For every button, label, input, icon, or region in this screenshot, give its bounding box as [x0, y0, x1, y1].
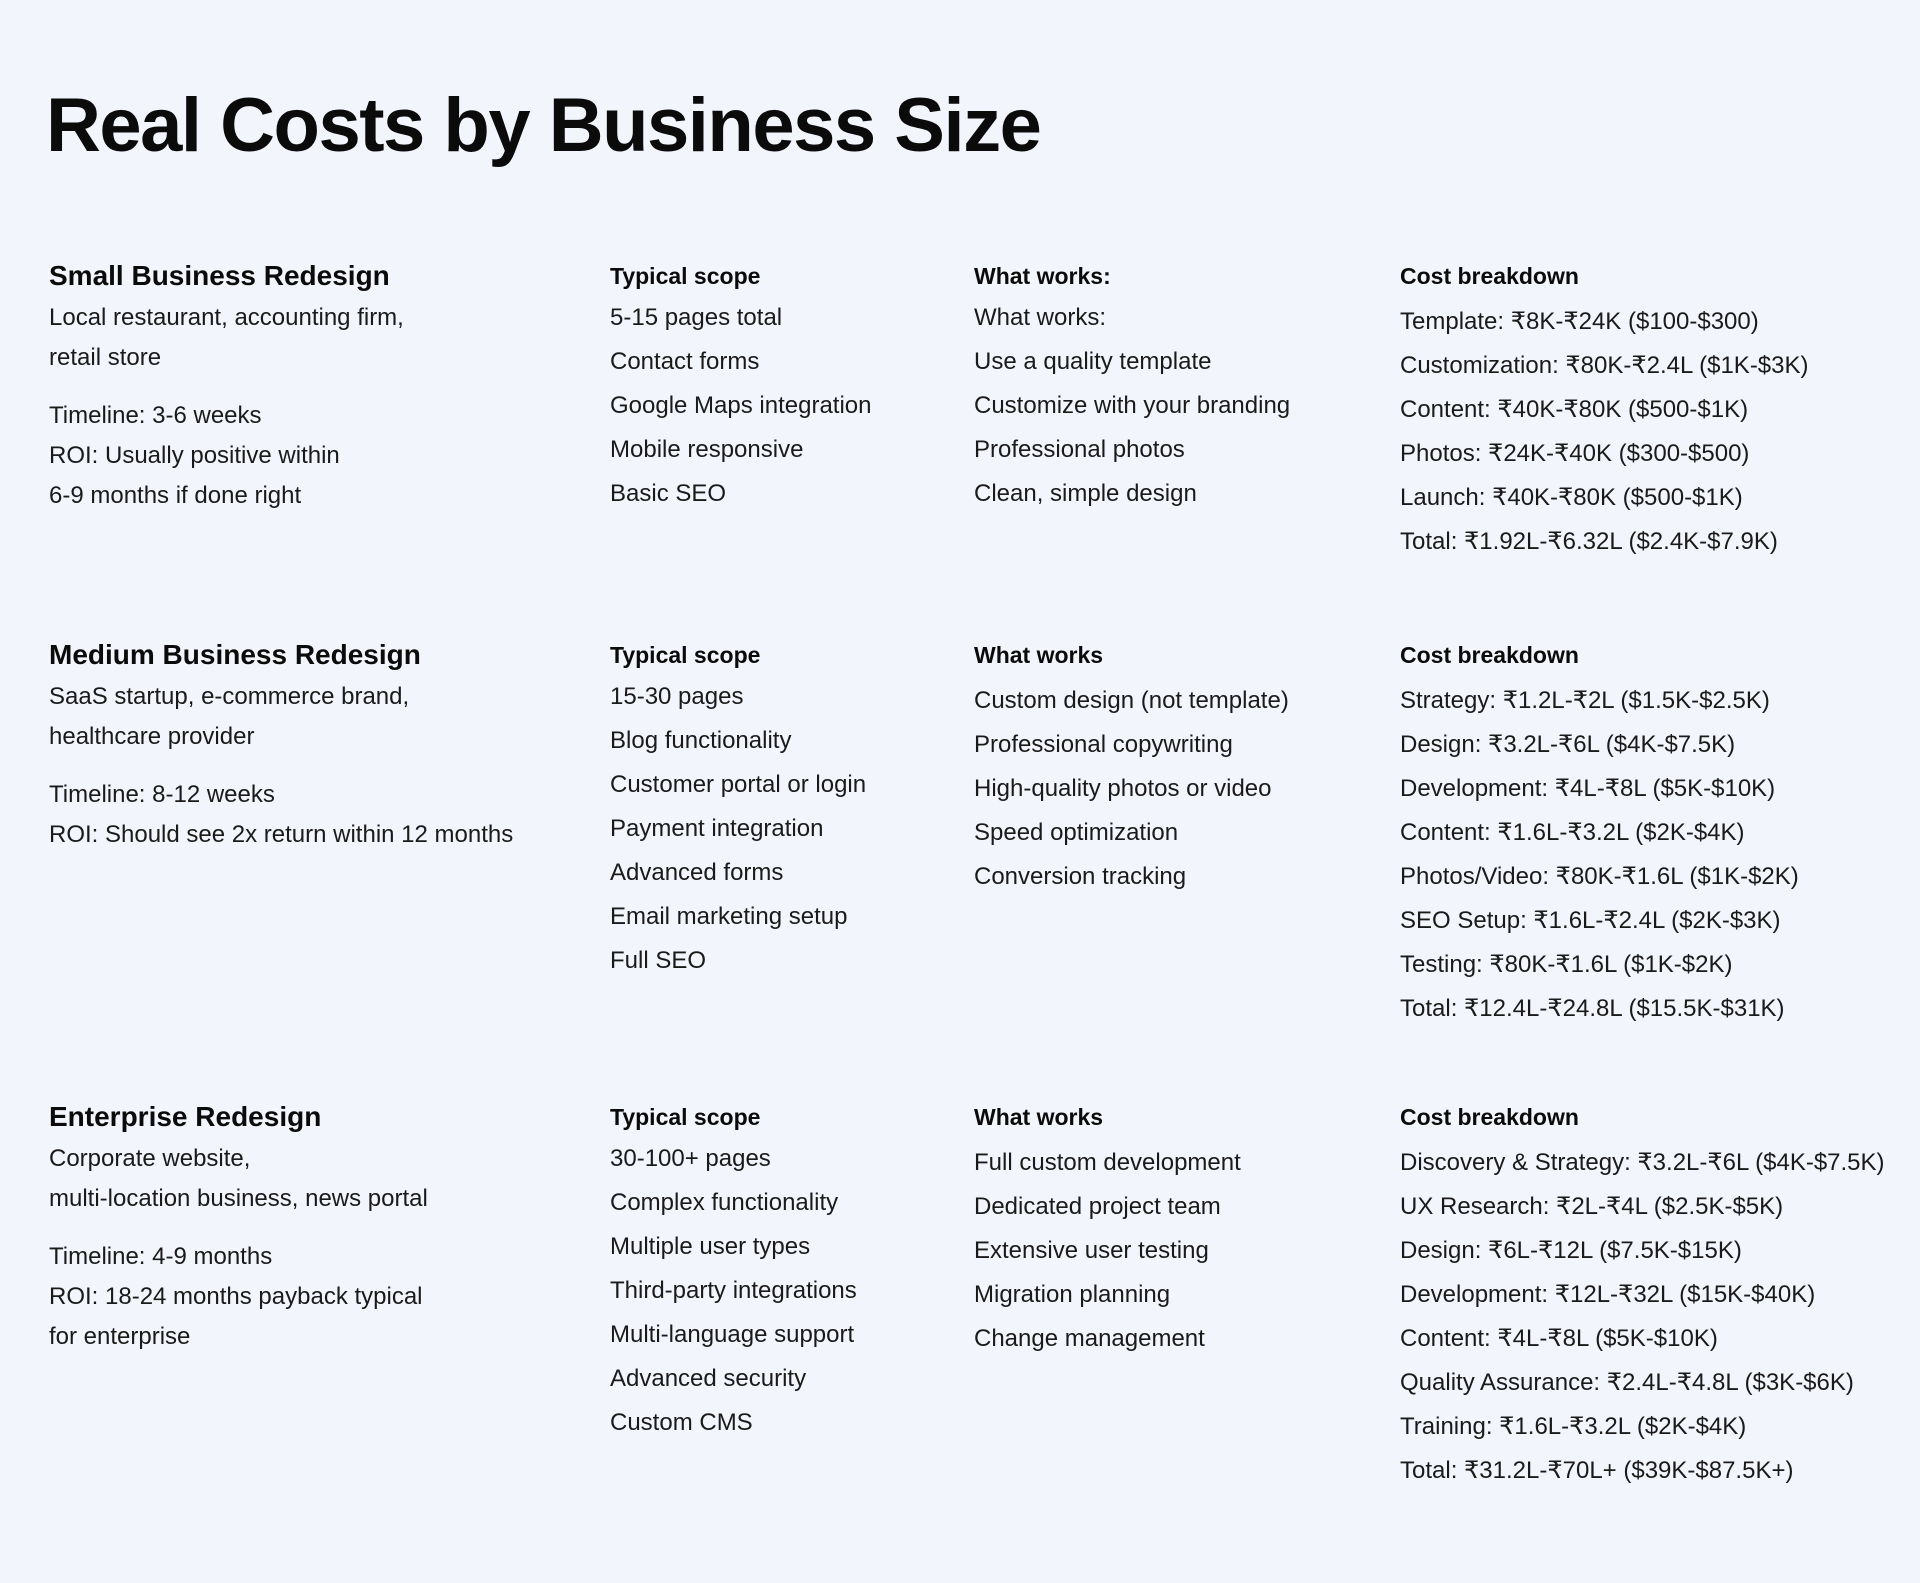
roi-text: 6-9 months if done right — [49, 482, 302, 509]
cost-item: Testing: ₹80K-₹1.6L ($1K-$2K) — [1400, 951, 1733, 978]
what-works-item: Professional photos — [974, 436, 1185, 463]
cost-total: Total: ₹12.4L-₹24.8L ($15.5K-$31K) — [1400, 995, 1785, 1022]
scope-column — [610, 258, 950, 516]
scope-item: Full SEO — [610, 947, 707, 974]
cost-item: Design: ₹3.2L-₹6L ($4K-$7.5K) — [1400, 731, 1736, 758]
section-meta — [49, 775, 569, 855]
scope-item: Multiple user types — [610, 1233, 811, 1260]
what-works-item: Speed optimization — [974, 819, 1179, 846]
section-description — [49, 1139, 569, 1219]
what-works-item: Conversion tracking — [974, 863, 1187, 890]
what-works-item: Use a quality template — [974, 348, 1212, 375]
scope-heading: Typical scope — [610, 1104, 761, 1130]
scope-list — [610, 296, 950, 516]
cost-item: UX Research: ₹2L-₹4L ($2.5K-$5K) — [1400, 1193, 1784, 1220]
roi-text: ROI: Should see 2x return within 12 months — [49, 821, 514, 848]
cost-item: Design: ₹6L-₹12L ($7.5K-$15K) — [1400, 1237, 1742, 1264]
section-overview — [49, 1099, 569, 1357]
what-works-item: Dedicated project team — [974, 1193, 1221, 1220]
what-works-column — [974, 1099, 1374, 1361]
timeline-text: Timeline: 3-6 weeks — [49, 402, 262, 429]
cost-list — [1400, 679, 1900, 1031]
scope-column — [610, 1099, 950, 1445]
cost-item: Template: ₹8K-₹24K ($100-$300) — [1400, 308, 1759, 335]
scope-item: 5-15 pages total — [610, 304, 783, 331]
section-meta — [49, 1237, 569, 1357]
section-overview — [49, 637, 569, 855]
section-overview — [49, 258, 569, 516]
scope-list — [610, 675, 950, 983]
scope-item: Contact forms — [610, 348, 760, 375]
section-title: Small Business Redesign — [49, 260, 390, 291]
timeline-text: Timeline: 8-12 weeks — [49, 781, 275, 808]
what-works-heading: What works: — [974, 263, 1111, 289]
cost-item: Content: ₹40K-₹80K ($500-$1K) — [1400, 396, 1749, 423]
roi-text: for enterprise — [49, 1323, 191, 1350]
scope-item: Google Maps integration — [610, 392, 872, 419]
what-works-list — [974, 679, 1374, 899]
scope-item: Mobile responsive — [610, 436, 804, 463]
cost-item: Development: ₹4L-₹8L ($5K-$10K) — [1400, 775, 1776, 802]
what-works-item: Professional copywriting — [974, 731, 1233, 758]
scope-item: Email marketing setup — [610, 903, 848, 930]
cost-breakdown-heading: Cost breakdown — [1400, 642, 1579, 668]
scope-item: Multi-language support — [610, 1321, 855, 1348]
roi-text: ROI: 18-24 months payback typical — [49, 1283, 423, 1310]
scope-item: Advanced forms — [610, 859, 784, 886]
what-works-item: Customize with your branding — [974, 392, 1291, 419]
cost-list — [1400, 1141, 1900, 1493]
scope-heading: Typical scope — [610, 263, 761, 289]
scope-column — [610, 637, 950, 983]
what-works-heading: What works — [974, 642, 1104, 668]
cost-item: SEO Setup: ₹1.6L-₹2.4L ($2K-$3K) — [1400, 907, 1781, 934]
cost-breakdown-heading: Cost breakdown — [1400, 1104, 1579, 1130]
cost-item: Training: ₹1.6L-₹3.2L ($2K-$4K) — [1400, 1413, 1747, 1440]
cost-item: Quality Assurance: ₹2.4L-₹4.8L ($3K-$6K) — [1400, 1369, 1854, 1396]
section-title: Enterprise Redesign — [49, 1101, 322, 1132]
scope-item: Advanced security — [610, 1365, 807, 1392]
roi-text: ROI: Usually positive within — [49, 442, 340, 469]
what-works-item: Full custom development — [974, 1149, 1241, 1176]
cost-item: Content: ₹4L-₹8L ($5K-$10K) — [1400, 1325, 1718, 1352]
scope-item: Blog functionality — [610, 727, 792, 754]
cost-item: Discovery & Strategy: ₹3.2L-₹6L ($4K-$7.5K) — [1400, 1149, 1885, 1176]
description-line: Corporate website, — [49, 1145, 251, 1172]
scope-item: Custom CMS — [610, 1409, 753, 1436]
scope-item: Third-party integrations — [610, 1277, 857, 1304]
cost-item: Photos/Video: ₹80K-₹1.6L ($1K-$2K) — [1400, 863, 1799, 890]
what-works-item: Clean, simple design — [974, 480, 1197, 507]
cost-item: Development: ₹12L-₹32L ($15K-$40K) — [1400, 1281, 1816, 1308]
what-works-column — [974, 637, 1374, 899]
what-works-column — [974, 258, 1374, 516]
scope-item: 30-100+ pages — [610, 1145, 771, 1172]
what-works-item: High-quality photos or video — [974, 775, 1272, 802]
cost-item: Customization: ₹80K-₹2.4L ($1K-$3K) — [1400, 352, 1809, 379]
page-title: Real Costs by Business Size — [46, 83, 1041, 168]
scope-item: 15-30 pages — [610, 683, 744, 710]
description-line: healthcare provider — [49, 723, 255, 750]
scope-item: Complex functionality — [610, 1189, 839, 1216]
scope-list — [610, 1137, 950, 1445]
scope-item: Basic SEO — [610, 480, 727, 507]
what-works-item: Custom design (not template) — [974, 687, 1289, 714]
what-works-list — [974, 1141, 1374, 1361]
cost-item: Photos: ₹24K-₹40K ($300-$500) — [1400, 440, 1750, 467]
what-works-list — [974, 296, 1374, 516]
cost-item: Strategy: ₹1.2L-₹2L ($1.5K-$2.5K) — [1400, 687, 1770, 714]
cost-breakdown-column — [1400, 1099, 1900, 1493]
section-description — [49, 298, 569, 378]
section-title: Medium Business Redesign — [49, 639, 421, 670]
description-line: retail store — [49, 344, 162, 371]
description-line: Local restaurant, accounting firm, — [49, 304, 404, 331]
cost-breakdown-column — [1400, 637, 1900, 1031]
section-meta — [49, 396, 569, 516]
cost-item: Content: ₹1.6L-₹3.2L ($2K-$4K) — [1400, 819, 1745, 846]
what-works-item: Migration planning — [974, 1281, 1171, 1308]
cost-item: Launch: ₹40K-₹80K ($500-$1K) — [1400, 484, 1743, 511]
scope-item: Customer portal or login — [610, 771, 867, 798]
cost-breakdown-heading: Cost breakdown — [1400, 263, 1579, 289]
description-line: multi-location business, news portal — [49, 1185, 428, 1212]
section-description — [49, 677, 569, 757]
what-works-heading: What works — [974, 1104, 1104, 1130]
scope-heading: Typical scope — [610, 642, 761, 668]
what-works-item: What works: — [974, 304, 1107, 331]
what-works-item: Change management — [974, 1325, 1205, 1352]
cost-total: Total: ₹31.2L-₹70L+ ($39K-$87.5K+) — [1400, 1457, 1794, 1484]
timeline-text: Timeline: 4-9 months — [49, 1243, 273, 1270]
cost-breakdown-column — [1400, 258, 1900, 564]
description-line: SaaS startup, e-commerce brand, — [49, 683, 410, 710]
what-works-item: Extensive user testing — [974, 1237, 1209, 1264]
cost-total: Total: ₹1.92L-₹6.32L ($2.4K-$7.9K) — [1400, 528, 1778, 555]
scope-item: Payment integration — [610, 815, 824, 842]
cost-list — [1400, 300, 1900, 564]
